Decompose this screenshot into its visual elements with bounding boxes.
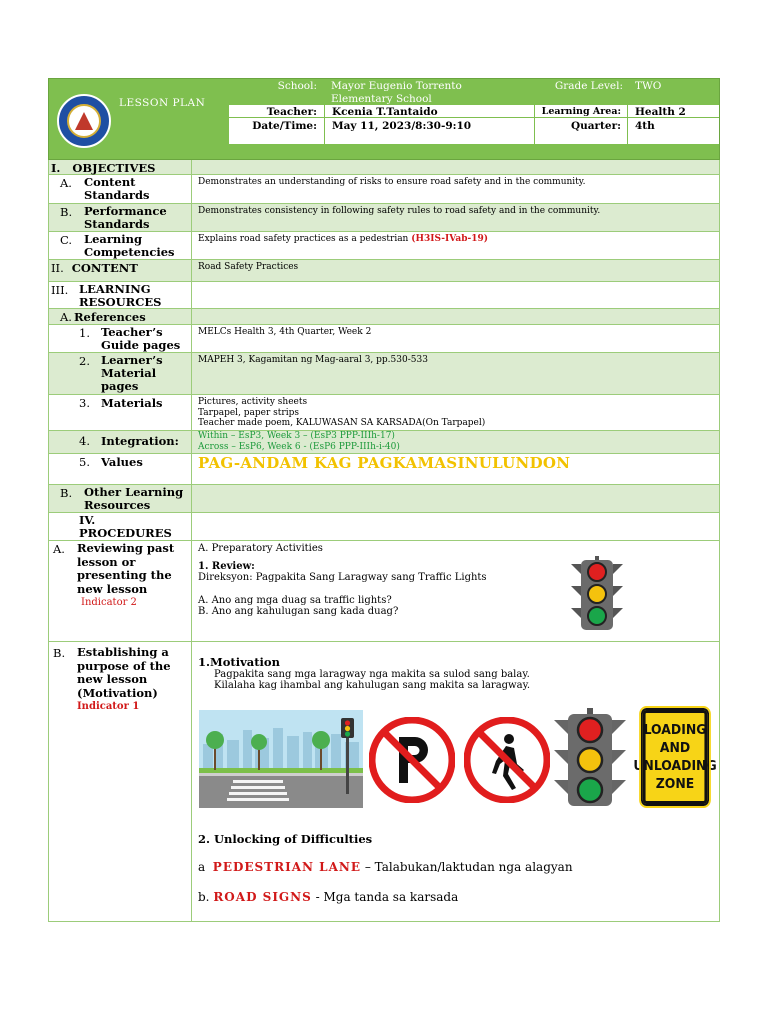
learners-material-label: Learner’s Material pages xyxy=(101,353,163,393)
content-num: II. xyxy=(51,261,64,275)
learning-competencies-num: C. xyxy=(60,233,73,247)
references-label: References xyxy=(74,310,146,324)
term-a-definition: – Talabukan/laktudan nga alagyan xyxy=(361,860,573,874)
values-row xyxy=(48,454,720,485)
teachers-guide-label: Teacher’s Guide pages xyxy=(101,325,181,352)
traffic-light-large-icon xyxy=(552,708,628,808)
learning-resources-num: III. xyxy=(51,283,69,297)
integration-label: Integration: xyxy=(101,434,179,448)
objectives-num: I. xyxy=(51,161,61,175)
lesson-plan-title: LESSON PLAN xyxy=(119,97,206,109)
values-num: 5. xyxy=(79,455,90,469)
header-info-band xyxy=(229,105,719,144)
date-value: May 11, 2023/8:30-9:10 xyxy=(332,120,472,132)
learners-material-row xyxy=(48,353,720,395)
materials-line-3: Teacher made poem, KALUWASAN SA KARSADA(On Tarpapel) xyxy=(198,418,486,428)
learning-competencies-text: Explains road safety practices as a pedestrian xyxy=(198,234,409,244)
reviewing-row xyxy=(48,541,720,642)
materials-line-1: Pictures, activity sheets xyxy=(198,397,308,407)
materials-num: 3. xyxy=(79,396,90,410)
teachers-guide-num: 1. xyxy=(79,326,90,340)
date-label: Date/Time: xyxy=(252,120,317,132)
performance-standards-num: B. xyxy=(60,205,73,219)
loading-unloading-zone-sign xyxy=(633,708,717,806)
learning-competencies-label: Learning Competencies xyxy=(84,232,175,259)
content-text: Road Safety Practices xyxy=(198,262,299,272)
learners-material-text: MAPEH 3, Kagamitan ng Mag-aaral 3, pp.530-533 xyxy=(198,355,428,365)
term-a-prefix: a xyxy=(198,860,206,874)
integration-within: Within – EsP3, Week 3 – (EsP3 PPP-IIIh-17) xyxy=(198,431,395,441)
indicator-1: Indicator 1 xyxy=(77,701,140,712)
motivation-line-1: Pagpakita sang mga laragway nga makita sa sulod sang balay. xyxy=(214,669,530,680)
integration-num: 4. xyxy=(79,434,90,448)
term-b-prefix: b. xyxy=(198,890,210,904)
deped-seal-logo xyxy=(57,94,111,148)
grade-value: TWO xyxy=(635,80,662,92)
competency-code: (H3IS-IVab-19) xyxy=(411,234,489,244)
pedestrian-lane-picture xyxy=(199,710,363,808)
term-b-word: ROAD SIGNS xyxy=(213,890,312,904)
quarter-value: 4th xyxy=(635,120,655,132)
teacher-value: Kcenia T.Tantaido xyxy=(332,106,438,118)
traffic-light-icon xyxy=(569,556,625,632)
content-row xyxy=(48,260,720,282)
no-parking-sign xyxy=(369,717,455,803)
performance-standards-row xyxy=(48,204,720,232)
preparatory-activities: A. Preparatory Activities xyxy=(198,543,323,554)
references-row xyxy=(48,309,720,325)
content-standards-row xyxy=(48,175,720,204)
content-label: CONTENT xyxy=(71,261,138,275)
procedures-label: PROCEDURES xyxy=(79,526,172,540)
motivation-line-2: Kilalaha kag ihambal ang kahulugan sang makita sa laragway. xyxy=(214,680,531,691)
materials-label: Materials xyxy=(101,396,163,410)
unlocking-heading: 2. Unlocking of Difficulties xyxy=(198,832,373,846)
sign-word-4: ZONE xyxy=(655,776,695,792)
content-standards-num: A. xyxy=(60,176,72,190)
sign-word-1: LOADING xyxy=(643,722,707,738)
review-question-b: B. Ano ang kahulugan sang kada duag? xyxy=(198,606,399,617)
sign-word-2: AND xyxy=(659,740,691,756)
term-b-definition: - Mga tanda sa karsada xyxy=(311,890,459,904)
quarter-label: Quarter: xyxy=(570,120,621,132)
teacher-label: Teacher: xyxy=(266,106,317,118)
establishing-num: B. xyxy=(53,646,66,660)
learning-resources-row xyxy=(48,282,720,309)
review-question-a: A. Ano ang mga duag sa traffic lights? xyxy=(198,595,392,606)
indicator-2: Indicator 2 xyxy=(81,597,137,608)
term-a xyxy=(198,860,573,874)
content-standards-text: Demonstrates an understanding of risks to ensure road safety and in the community. xyxy=(198,177,586,187)
establishing-label: Establishing a purpose of the new lesson (Motivation) xyxy=(77,645,171,700)
motivation-heading: 1.Motivation xyxy=(198,655,280,669)
values-text: PAG-ANDAM KAG PAGKAMASINULUNDON xyxy=(198,454,571,472)
learners-material-num: 2. xyxy=(79,354,90,368)
other-resources-label: Other Learning Resources xyxy=(84,485,184,512)
term-b xyxy=(198,890,458,904)
performance-standards-text: Demonstrates consistency in following safety rules to road safety and in the community. xyxy=(198,206,601,216)
materials-line-2: Tarpapel, paper strips xyxy=(198,407,299,418)
learning-resources-label: LEARNING RESOURCES xyxy=(79,282,162,309)
review-heading: 1. Review: xyxy=(198,561,255,572)
procedures-heading-row xyxy=(48,513,720,541)
reviewing-label: Reviewing past lesson or presenting the new lesson xyxy=(77,541,175,596)
teachers-guide-text: MELCs Health 3, 4th Quarter, Week 2 xyxy=(198,327,372,337)
school-value: Mayor Eugenio Torrento Elementary School xyxy=(331,80,462,105)
header-band xyxy=(48,78,720,160)
other-resources-num: B. xyxy=(60,486,73,500)
term-a-word: PEDESTRIAN LANE xyxy=(212,860,362,874)
teachers-guide-row xyxy=(48,325,720,353)
grade-label: Grade Level: xyxy=(554,80,623,92)
values-label: Values xyxy=(101,455,143,469)
school-label: School: xyxy=(277,80,317,92)
other-resources-row xyxy=(48,485,720,513)
lesson-plan-page xyxy=(48,78,720,922)
reviewing-num: A. xyxy=(53,542,65,556)
content-standards-label: Content Standards xyxy=(84,175,150,202)
integration-across: Across – EsP6, Week 6 - (EsP6 PPP-IIIh-i-40) xyxy=(198,441,400,452)
learning-competencies-row xyxy=(48,232,720,260)
no-pedestrian-sign xyxy=(464,717,550,803)
sign-word-3: UNLOADING xyxy=(633,758,717,774)
establishing-purpose-row xyxy=(48,642,720,922)
learning-area-value: Health 2 xyxy=(635,106,686,118)
learning-area-label: Learning Area: xyxy=(541,106,621,117)
procedures-num: IV. xyxy=(79,513,96,527)
objectives-heading: OBJECTIVES xyxy=(72,161,156,175)
references-num: A. xyxy=(60,310,72,324)
performance-standards-label: Performance Standards xyxy=(84,204,167,231)
review-direction: Direksyon: Pagpakita Sang Laragway sang Traffic Lights xyxy=(198,572,487,583)
integration-row xyxy=(48,431,720,454)
objectives-heading-row xyxy=(48,160,720,175)
materials-row xyxy=(48,395,720,431)
